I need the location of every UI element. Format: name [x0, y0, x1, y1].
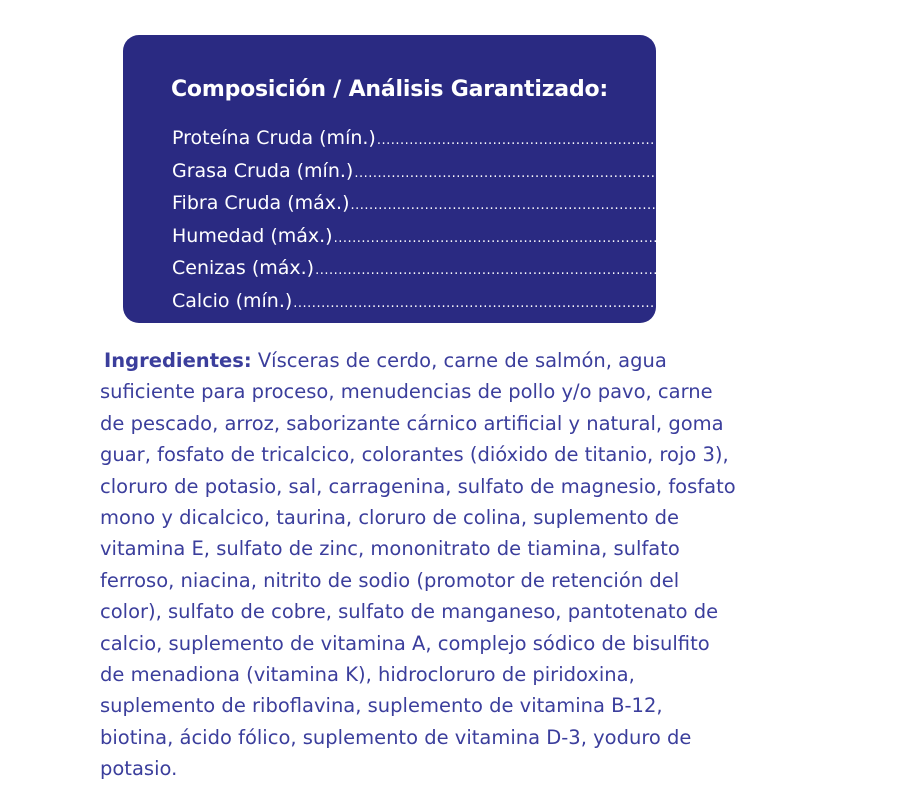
guaranteed-analysis-panel [123, 35, 914, 344]
analysis-row-label: Cenizas (máx.) [172, 257, 315, 279]
analysis-row-label: Fibra Cruda (máx.) [172, 192, 350, 214]
dot-leader: ...................................................................................................... [293, 295, 766, 311]
analysis-row-value: 0,18% [781, 322, 842, 344]
ingredients-label: Ingredientes: [104, 349, 252, 372]
dot-leader: ...................................................................................................... [333, 230, 807, 246]
ingredients-text: Vísceras de cerdo, carne de salmón, agua suficiente para proceso, menudencias de pollo y/o pavo, carne de pescado, arroz, saborizante cárnico artificial y natural, goma guar, fosfato de tricalcico, colorantes (dióxido de titanio, rojo 3), cloruro de potasio, sal, carragenina, sulfato de magnesio, fosfato mono y dicalcico, taurina, cloruro de colina, suplemento de vitamina E, sulfato de zinc, mononitrato de tiamina, sulfato ferroso, niacina, nitrito de sodio (promotor de retención del color), sulfato de cobre, sulfato de manganeso, pantotenato de calcio, suplemento de vitamina A, complejo sódico de bisulfito de menadiona (vitamina K), hidrocloruro de piridoxina, suplemento de riboflavina, suplemento de vitamina B-12, biotina, ácido fólico, suplemento de vitamina D-3, yoduro de potasio. [100, 349, 736, 781]
analysis-title: Composición / Análisis Garantizado: [170, 77, 609, 102]
analysis-row-value: 0,22% [769, 289, 831, 312]
analysis-row-label: Calcio (mín.) [172, 289, 293, 312]
analysis-row [172, 127, 914, 160]
dot-leader: ...................................................................................................... [350, 198, 824, 213]
analysis-row [172, 224, 871, 258]
analysis-row-label: Fósforo (mín.) [172, 322, 304, 344]
analysis-row-label: Grasa Cruda (mín.) [172, 159, 354, 182]
analysis-row-value: 10,0% [853, 127, 914, 149]
dot-leader: ...................................................................................................... [304, 328, 778, 343]
analysis-table [172, 127, 914, 355]
ingredients-paragraph [100, 345, 740, 785]
analysis-row [172, 257, 840, 290]
analysis-row-value: 3,3% [791, 257, 840, 279]
dot-leader: ...................................................................................................... [376, 133, 850, 148]
analysis-row-value: 78,0% [810, 224, 871, 247]
analysis-row [172, 192, 876, 225]
analysis-row-label: Proteína Cruda (mín.) [172, 127, 376, 149]
dot-leader: ...................................................................................................... [354, 165, 827, 181]
analysis-row [172, 289, 831, 323]
analysis-row-value: 5,0% [830, 159, 880, 182]
analysis-row [172, 159, 880, 193]
analysis-row-label: Humedad (máx.) [172, 224, 333, 247]
dot-leader: ...................................................................................................... [315, 263, 788, 278]
analysis-row-value: 1,0% [827, 192, 876, 214]
